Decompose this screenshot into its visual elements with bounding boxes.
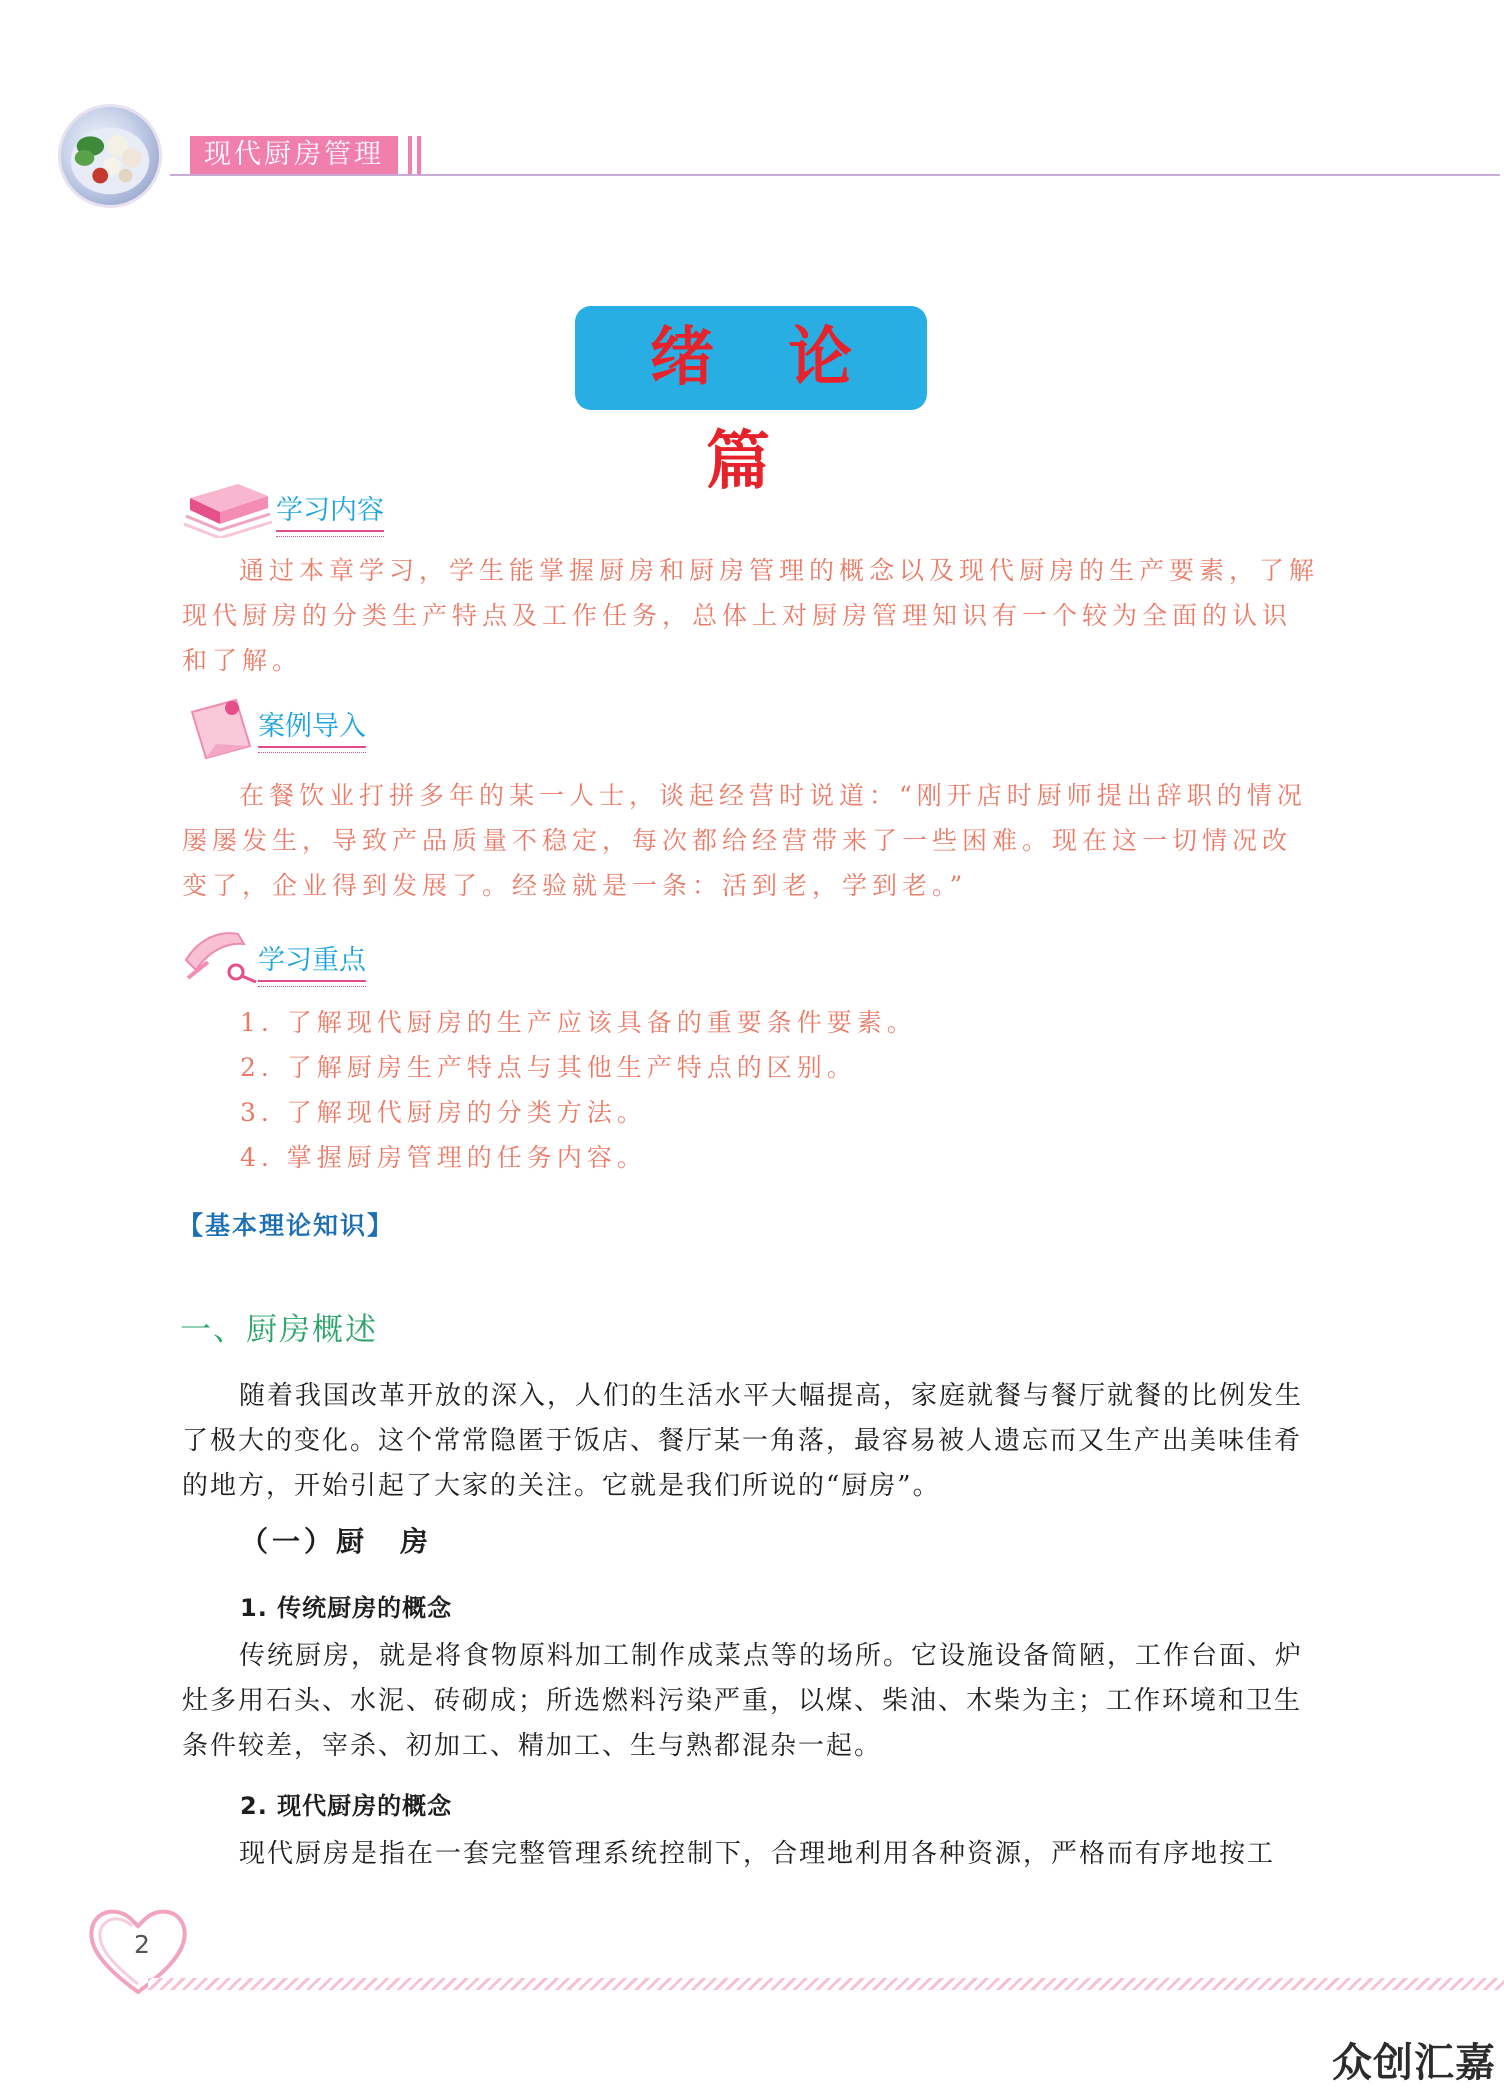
section-intro [182,1374,1320,1509]
learning-content-text: 通过本章学习，学生能掌握厨房和厨房管理的概念以及现代厨房的生产要素，了解现代厨房的分类生产特点及工作任务，总体上对厨房管理知识有一个较为全面的认识和了解。 [182,556,1320,675]
vegetable-plate-icon [58,104,162,208]
modern-kitchen-text: 现代厨房是指在一套完整管理系统控制下，合理地利用各种资源，严格而有序地按工 [239,1839,1276,1869]
learning-content-body [182,548,1320,683]
book-title-tag: 现代厨房管理 [190,136,398,174]
modern-kitchen-body [182,1832,1320,1880]
header-rule [170,174,1500,176]
section-label-learning-content: 学习内容 [276,494,384,532]
case-intro-body [182,773,1320,908]
section-label-key-points: 学习重点 [258,944,366,982]
footer-stripe [148,1978,1504,1990]
traditional-kitchen-text: 传统厨房，就是将食物原料加工制作成菜点等的场所。它设施设备简陋，工作台面、炉灶多用石头、水泥、砖砌成；所选燃料污染严重，以煤、柴油、木柴为主；工作环境和卫生条件较差，宰杀、初加工、精加工、生与熟都混杂一起。 [182,1641,1304,1761]
basic-theory-title: 【基本理论知识】 [178,1211,395,1240]
list-item: 4. 掌握厨房管理的任务内容。 [240,1143,647,1172]
traditional-kitchen-body [182,1634,1320,1769]
watermark-logo: 众创汇嘉 [1332,2040,1496,2086]
list-item: 2. 了解厨房生产特点与其他生产特点的区别。 [240,1053,857,1082]
note-pin-icon [186,694,258,764]
list-item: 1. 了解现代厨房的生产应该具备的重要条件要素。 [240,1008,917,1037]
subsection-heading: （一）厨 房 [240,1525,433,1558]
header-decor-bars [408,136,428,174]
page-number: 2 [134,1930,150,1959]
list-item: 3. 了解现代厨房的分类方法。 [240,1098,647,1127]
key-points-list [240,1000,917,1180]
section-label-case-intro: 案例导入 [258,710,366,748]
paragraph-heading-modern: 2. 现代厨房的概念 [240,1792,453,1820]
chapter-title: 绪 论 篇 [575,306,927,410]
books-icon [180,476,276,538]
section-intro-text: 随着我国改革开放的深入，人们的生活水平大幅提高，家庭就餐与餐厅就餐的比例发生了极大的变化。这个常常隐匿于饭店、餐厅某一角落，最容易被人遗忘而又生产出美味佳肴的地方，开始引起了大家的关注。它就是我们所说的“厨房”。 [182,1381,1304,1501]
scroll-key-icon [178,920,258,990]
section-heading: 一、厨房概述 [180,1312,378,1348]
paragraph-heading-traditional: 1. 传统厨房的概念 [240,1594,453,1622]
case-intro-text: 在餐饮业打拼多年的某一人士，谈起经营时说道：“刚开店时厨师提出辞职的情况屡屡发生，导致产品质量不稳定，每次都给经营带来了一些困难。现在这一切情况改变了，企业得到发展了。经验就是一条：活到老，学到老。” [182,781,1307,900]
